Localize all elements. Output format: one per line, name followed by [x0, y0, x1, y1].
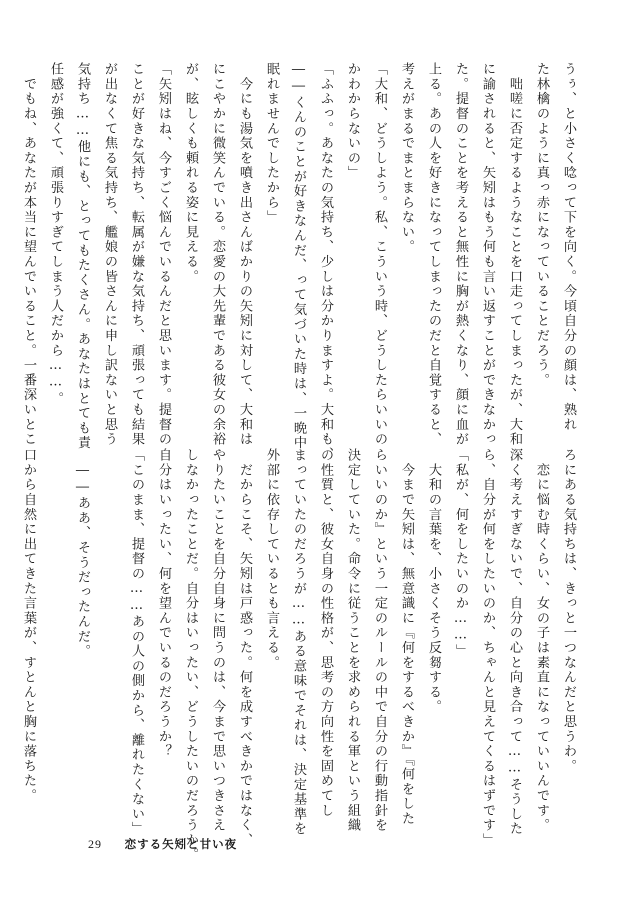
text-line: 大和の言葉を、小さくそう反芻する。 [426, 448, 441, 715]
text-line: ――くんのことが好きなんだ、って気づいた時は、一晩中 [291, 62, 306, 451]
text-line: 眠れませんでしたから」 [264, 62, 279, 225]
text-line: 決定していた。命令に従うことを求められる軍という組織 [345, 448, 360, 833]
text-line: が、眩しくも頼れる姿に見える。 [183, 62, 198, 284]
text-line: ろにある気持ちは、きっと一つなんだと思うわ。 [561, 448, 576, 774]
page-number: 29 [88, 837, 102, 851]
text-line: 「ふふっ。あなたの気持ち、少しは分かりますよ。大和も、 [318, 62, 333, 462]
text-line: うぅ、と小さく唸って下を向く。今頃自分の顔は、熟れ [561, 62, 576, 432]
text-line: た。提督のことを考えると無性に胸が熱くなり、顔に血が [453, 62, 468, 447]
text-line: しなかったことだ。自分はいったい、どうしたいのだろうか。 [183, 448, 198, 863]
text-line: らいいのか』という一定のルールの中で自分の行動指針を [372, 448, 387, 833]
text-line: やりたいことを自分自身に問うのは、今まで思いつきさえ [210, 448, 225, 833]
text-line [96, 448, 123, 783]
text-line: に諭されると、矢矧はもう何も言い返すことができなかっ [480, 62, 495, 447]
upper-text-block [21, 62, 582, 462]
text-line: 口から自然に出てきた言葉が、すとんと胸に落ちた。 [21, 448, 36, 804]
text-line: 考えがまるでまとまらない。 [399, 62, 414, 255]
running-title: 恋する矢矧と甘い夜 [124, 837, 238, 851]
text-line: にこやかに微笑んでいる。恋愛の大先輩である彼女の余裕 [210, 62, 225, 447]
text-line: 「私が、何をしたいのか……」 [453, 448, 468, 659]
text-line: 深く考えすぎないで、自分の心と向き合って……そうした [507, 448, 522, 837]
text-line: 気持ち……他にも、とってもたくさん。あなたはとても責 [75, 62, 90, 451]
text-line: が出なくて焦る気持ち、艦娘の皆さんに申し訳ないと思う [102, 62, 117, 447]
text-line [42, 448, 69, 783]
text-line: だからこそ、矢矧は戸惑った。何を成すべきかではなく、 [237, 448, 252, 848]
text-line: の性質と、彼女自身の性格が、思考の方向性を固めてし [318, 448, 333, 818]
text-line: 上る。あの人を好きになってしまったのだと自覚すると、 [426, 62, 441, 447]
text-line: 自分はいったい、何を望んでいるのだろうか？ [156, 448, 171, 759]
text-line: かわからないの」 [345, 62, 360, 181]
text-line: 任感が強くて、頑張りすぎてしまう人だから……。 [48, 62, 63, 406]
page-footer [88, 836, 237, 852]
text-line: た林檎のように真っ赤になっていることだろう。 [534, 62, 549, 388]
text-line: ――ああ、そうだったんだ。 [75, 448, 90, 659]
text-line: 今まで矢矧は、無意識に『何をするべきか』『何をした [399, 448, 414, 827]
text-line: ことが好きな気持ち、転属が嫌な気持ち、頑張っても結果 [129, 62, 144, 447]
text-line: 「大和、どうしよう。私、こういう時、どうしたらいいの [372, 62, 387, 447]
text-line: 咄嗟に否定するようなことを口走ってしまったが、大和 [507, 62, 522, 447]
text-line: 「このまま、提督の……あの人の側から、離れたくない」 [129, 448, 144, 837]
text-line: ら、自分が何をしたいのか、ちゃんと見えてくるはずです」 [480, 448, 495, 848]
text-line: 外部に依存しているとも言える。 [264, 448, 279, 670]
text-line: 「矢矧はね、今すごく悩んでいるんだと思います。提督の [156, 62, 171, 447]
text-line: まっていたのだろうが……ある意味でそれは、決定基準を [291, 448, 306, 837]
text-line: 恋に悩む時くらい、女の子は素直になっていいんです。 [534, 448, 549, 833]
text-line: でもね、あなたが本当に望んでいること。一番深いとこ [21, 62, 36, 447]
text-line: 今にも湯気を噴き出さんばかりの矢矧に対して、大和は [237, 62, 252, 447]
